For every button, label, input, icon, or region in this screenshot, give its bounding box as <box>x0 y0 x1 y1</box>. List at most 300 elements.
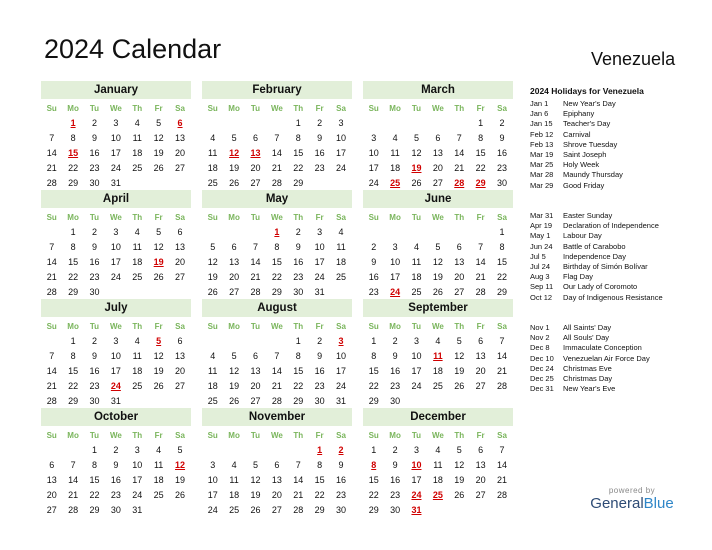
day-cell: 2 <box>317 336 323 346</box>
day-cell <box>266 334 287 349</box>
day-cell: 31 <box>132 505 143 515</box>
day-cell: 11 <box>208 366 218 376</box>
weekday-label: Tu <box>250 322 261 331</box>
day-cell: 21 <box>46 272 57 282</box>
day-cell: 2 <box>91 227 97 237</box>
day-cell: 16 <box>314 366 325 376</box>
day-cell: 8 <box>91 460 97 470</box>
day-cell: 26 <box>454 381 465 391</box>
day-cell: 15 <box>314 475 325 485</box>
week-row <box>363 240 513 255</box>
weekday-label: Tu <box>411 431 422 440</box>
day-cell: 23 <box>390 490 401 500</box>
day-cell: 14 <box>293 475 304 485</box>
day-cell: 19 <box>411 163 422 173</box>
day-cell: 10 <box>336 351 347 361</box>
week-row <box>202 161 352 176</box>
day-cell: 20 <box>475 366 486 376</box>
day-cell: 29 <box>68 178 79 188</box>
day-cell: 4 <box>435 336 441 346</box>
day-cell: 11 <box>153 460 164 470</box>
day-cell: 7 <box>295 460 301 470</box>
weekday-label: Fr <box>154 431 163 440</box>
day-cell <box>330 285 351 300</box>
week-row <box>363 394 513 409</box>
day-cell: 21 <box>271 163 282 173</box>
weekday-label: We <box>270 213 283 222</box>
day-cell: 7 <box>49 351 55 361</box>
weekday-label: Su <box>46 104 57 113</box>
day-cell: 13 <box>250 148 261 158</box>
weekday-label: Mo <box>67 104 79 113</box>
day-cell <box>127 285 148 300</box>
day-cell: 20 <box>475 475 486 485</box>
day-cell: 14 <box>475 257 486 267</box>
weekday-label: Mo <box>228 213 240 222</box>
holiday-date: Mar 29 <box>530 180 554 190</box>
day-cell: 24 <box>336 381 347 391</box>
holiday-date: Sep 11 <box>530 282 554 292</box>
holiday-item <box>530 293 705 303</box>
day-cell: 7 <box>499 336 505 346</box>
day-cell: 27 <box>229 287 240 297</box>
day-cell: 8 <box>70 351 76 361</box>
day-cell: 11 <box>433 460 443 470</box>
day-cell: 23 <box>293 272 304 282</box>
day-cell: 8 <box>70 133 76 143</box>
week-row <box>202 503 352 518</box>
week-row <box>202 240 352 255</box>
day-cell: 9 <box>499 133 505 143</box>
weekday-label: Sa <box>336 322 346 331</box>
day-cell: 10 <box>110 242 121 252</box>
month-header: March <box>363 81 513 99</box>
weekday-label: Su <box>46 431 57 440</box>
day-cell: 24 <box>110 163 121 173</box>
day-cell <box>223 334 244 349</box>
week-row <box>363 225 513 240</box>
day-cell: 19 <box>229 163 240 173</box>
day-cell: 3 <box>371 133 377 143</box>
day-cell: 28 <box>497 490 508 500</box>
day-cell: 27 <box>250 396 261 406</box>
holiday-item <box>530 181 705 191</box>
day-cell <box>491 394 512 409</box>
weekday-label: Su <box>368 213 379 222</box>
week-row <box>202 349 352 364</box>
day-cell: 16 <box>293 257 304 267</box>
holiday-date: Dec 8 <box>530 343 550 353</box>
holiday-item <box>530 333 705 343</box>
day-cell: 2 <box>91 336 97 346</box>
day-cell: 3 <box>210 460 216 470</box>
day-cell: 5 <box>210 242 216 252</box>
day-cell: 15 <box>368 475 379 485</box>
weekday-label: Tu <box>250 431 261 440</box>
day-cell: 24 <box>390 287 401 297</box>
week-row <box>363 379 513 394</box>
weekday-label: Fr <box>476 213 485 222</box>
holiday-name: Venezuelan Air Force Day <box>563 353 650 363</box>
weekday-label: Fr <box>476 431 485 440</box>
weekday-label: Th <box>454 104 465 113</box>
week-row <box>41 240 191 255</box>
day-cell: 5 <box>156 227 162 237</box>
day-cell: 16 <box>89 148 100 158</box>
week-row <box>202 146 352 161</box>
holiday-item <box>530 99 705 109</box>
weekday-label: Tu <box>250 104 261 113</box>
day-cell: 6 <box>478 336 484 346</box>
day-cell: 27 <box>475 381 486 391</box>
week-row <box>41 255 191 270</box>
holiday-name: Immaculate Conception <box>563 343 642 353</box>
day-cell <box>245 116 266 131</box>
day-cell <box>245 225 266 240</box>
holiday-list <box>530 86 705 191</box>
week-row <box>41 473 191 488</box>
day-cell: 21 <box>497 475 508 485</box>
day-cell: 28 <box>475 287 486 297</box>
day-cell: 16 <box>314 148 325 158</box>
day-cell <box>427 503 448 518</box>
weekday-header <box>41 101 191 116</box>
weekday-label: Mo <box>228 431 240 440</box>
day-cell: 27 <box>475 490 486 500</box>
weekday-label: Su <box>46 213 57 222</box>
weekday-label: Mo <box>389 431 401 440</box>
day-cell: 12 <box>207 257 218 267</box>
day-cell: 5 <box>177 445 183 455</box>
day-cell: 19 <box>153 257 164 267</box>
weekday-label: We <box>431 431 444 440</box>
holiday-name: All Souls' Day <box>563 333 610 343</box>
holiday-item <box>530 323 705 333</box>
holiday-date: Jul 5 <box>530 251 546 261</box>
day-cell: 8 <box>478 133 484 143</box>
week-row <box>202 458 352 473</box>
day-cell: 11 <box>132 242 142 252</box>
day-cell: 25 <box>432 381 443 391</box>
holiday-date: Jan 6 <box>530 109 549 119</box>
week-row <box>41 334 191 349</box>
day-cell: 25 <box>229 505 240 515</box>
week-row <box>41 349 191 364</box>
weekday-label: Sa <box>175 322 185 331</box>
day-cell: 6 <box>478 445 484 455</box>
month-header: April <box>41 190 191 208</box>
week-row <box>41 364 191 379</box>
day-cell: 9 <box>371 257 377 267</box>
day-cell: 6 <box>231 242 237 252</box>
day-cell: 4 <box>134 336 140 346</box>
week-row <box>41 394 191 409</box>
day-cell: 24 <box>110 272 121 282</box>
day-cell: 2 <box>371 242 377 252</box>
day-cell: 27 <box>432 178 443 188</box>
weekday-header <box>363 428 513 443</box>
month-august <box>202 299 352 409</box>
day-cell: 12 <box>250 475 261 485</box>
week-row <box>41 503 191 518</box>
day-cell: 26 <box>207 287 218 297</box>
day-cell <box>470 394 491 409</box>
day-cell: 15 <box>368 366 379 376</box>
day-cell: 20 <box>175 148 186 158</box>
week-row <box>363 443 513 458</box>
day-cell: 24 <box>411 490 422 500</box>
day-cell: 31 <box>110 396 121 406</box>
day-cell: 8 <box>371 351 377 361</box>
day-cell: 10 <box>110 133 121 143</box>
day-cell: 10 <box>110 351 121 361</box>
holiday-name: All Saints' Day <box>563 323 612 332</box>
day-cell: 11 <box>390 148 400 158</box>
day-cell: 24 <box>110 381 121 391</box>
country-label: Venezuela <box>591 49 676 69</box>
month-header: January <box>41 81 191 99</box>
day-cell <box>406 225 427 240</box>
weekday-label: Sa <box>336 213 346 222</box>
day-cell: 29 <box>68 287 79 297</box>
week-row <box>363 285 513 300</box>
day-cell: 30 <box>497 178 508 188</box>
week-row <box>41 270 191 285</box>
day-cell: 21 <box>46 381 57 391</box>
day-cell: 30 <box>89 178 100 188</box>
day-cell: 12 <box>454 460 465 470</box>
day-cell: 26 <box>411 178 422 188</box>
holiday-name: Teacher's Day <box>563 119 611 129</box>
day-cell: 22 <box>475 163 486 173</box>
day-cell: 16 <box>336 475 347 485</box>
day-cell: 6 <box>456 242 462 252</box>
weekday-label: We <box>431 104 444 113</box>
day-cell <box>127 176 148 191</box>
day-cell <box>202 225 223 240</box>
week-row <box>363 116 513 131</box>
weekday-label: Sa <box>497 213 507 222</box>
week-row <box>363 458 513 473</box>
day-cell: 26 <box>432 287 443 297</box>
holiday-item <box>530 242 705 252</box>
day-cell: 23 <box>368 287 379 297</box>
month-header: July <box>41 299 191 317</box>
day-cell: 12 <box>229 366 240 376</box>
day-cell: 24 <box>132 490 143 500</box>
holiday-date: Mar 25 <box>530 160 554 170</box>
day-cell: 19 <box>454 366 465 376</box>
holiday-item <box>530 170 705 180</box>
week-row <box>363 131 513 146</box>
day-cell: 23 <box>314 381 325 391</box>
weekday-label: We <box>109 322 122 331</box>
day-cell <box>245 334 266 349</box>
day-cell <box>427 225 448 240</box>
day-cell: 19 <box>153 366 164 376</box>
day-cell: 18 <box>207 381 218 391</box>
day-cell: 25 <box>132 381 143 391</box>
day-cell: 7 <box>274 351 280 361</box>
day-cell: 6 <box>49 460 55 470</box>
day-cell: 24 <box>411 381 422 391</box>
weekday-label: Sa <box>175 213 185 222</box>
day-cell: 11 <box>208 148 218 158</box>
week-row <box>202 285 352 300</box>
holidays-title: 2024 Holidays for Venezuela <box>530 86 644 96</box>
week-row <box>363 334 513 349</box>
day-cell: 14 <box>271 366 282 376</box>
day-cell: 4 <box>413 242 419 252</box>
holiday-item <box>530 221 705 231</box>
day-cell: 2 <box>338 445 344 455</box>
weekday-label: Mo <box>228 104 240 113</box>
week-row <box>41 379 191 394</box>
day-cell: 20 <box>454 272 465 282</box>
day-cell: 25 <box>390 178 401 188</box>
day-cell: 3 <box>392 242 398 252</box>
day-cell: 2 <box>91 118 97 128</box>
day-cell: 1 <box>317 445 323 455</box>
day-cell: 29 <box>271 287 282 297</box>
day-cell: 28 <box>454 178 465 188</box>
weekday-label: Th <box>132 431 143 440</box>
day-cell <box>449 225 470 240</box>
holiday-item <box>530 374 705 384</box>
day-cell: 9 <box>317 133 323 143</box>
day-cell: 10 <box>411 460 422 470</box>
day-cell: 3 <box>317 227 323 237</box>
weekday-label: We <box>109 213 122 222</box>
day-cell: 4 <box>210 133 216 143</box>
day-cell: 3 <box>134 445 140 455</box>
day-cell: 11 <box>336 242 346 252</box>
day-cell: 28 <box>46 396 57 406</box>
day-cell <box>41 116 62 131</box>
day-cell: 3 <box>113 118 119 128</box>
weekday-label: Fr <box>154 104 163 113</box>
day-cell: 18 <box>336 257 347 267</box>
holiday-date: Jun 24 <box>530 241 553 251</box>
day-cell: 10 <box>132 460 143 470</box>
holiday-date: Dec 25 <box>530 373 554 383</box>
day-cell: 20 <box>46 490 57 500</box>
day-cell: 21 <box>475 272 486 282</box>
day-cell: 15 <box>475 148 486 158</box>
day-cell: 13 <box>475 460 486 470</box>
day-cell: 22 <box>271 272 282 282</box>
holiday-date: May 1 <box>530 231 551 241</box>
day-cell: 28 <box>68 505 79 515</box>
day-cell: 8 <box>70 242 76 252</box>
month-march <box>363 81 513 206</box>
day-cell: 16 <box>110 475 121 485</box>
day-cell: 13 <box>175 133 186 143</box>
day-cell: 26 <box>153 381 164 391</box>
holiday-name: Christmas Eve <box>563 363 612 373</box>
day-cell: 31 <box>411 505 422 515</box>
day-cell <box>288 443 309 458</box>
day-cell: 4 <box>156 445 162 455</box>
day-cell: 25 <box>132 163 143 173</box>
month-february <box>202 81 352 191</box>
weekday-label: Su <box>368 322 379 331</box>
day-cell: 25 <box>132 272 143 282</box>
day-cell: 1 <box>70 227 76 237</box>
day-cell: 26 <box>153 272 164 282</box>
day-cell: 25 <box>153 490 164 500</box>
day-cell: 7 <box>274 133 280 143</box>
day-cell: 4 <box>392 133 398 143</box>
day-cell <box>148 503 169 518</box>
week-row <box>363 176 513 191</box>
day-cell: 20 <box>250 163 261 173</box>
day-cell: 27 <box>250 178 261 188</box>
brand-logo <box>588 486 676 512</box>
day-cell: 13 <box>454 257 465 267</box>
day-cell: 6 <box>435 133 441 143</box>
day-cell: 29 <box>497 287 508 297</box>
day-cell: 22 <box>293 163 304 173</box>
day-cell: 7 <box>70 460 76 470</box>
day-cell: 27 <box>175 381 186 391</box>
day-cell: 30 <box>314 396 325 406</box>
day-cell: 4 <box>134 227 140 237</box>
day-cell: 16 <box>89 366 100 376</box>
weekday-label: Tu <box>89 213 100 222</box>
week-row <box>41 443 191 458</box>
day-cell <box>41 443 62 458</box>
weekday-label: We <box>431 213 444 222</box>
day-cell <box>470 225 491 240</box>
day-cell <box>406 116 427 131</box>
day-cell: 8 <box>274 242 280 252</box>
weekday-label: Sa <box>336 104 346 113</box>
day-cell: 31 <box>336 396 347 406</box>
holiday-name: Epiphany <box>563 109 595 119</box>
week-row <box>202 379 352 394</box>
weekday-label: Fr <box>476 322 485 331</box>
weekday-label: Fr <box>315 322 324 331</box>
day-cell: 13 <box>175 351 186 361</box>
day-cell: 2 <box>392 336 398 346</box>
week-row <box>363 255 513 270</box>
day-cell: 30 <box>89 287 100 297</box>
holiday-name: Maundy Thursday <box>563 170 623 180</box>
holiday-name: Carnival <box>563 129 591 139</box>
weekday-label: Tu <box>89 431 100 440</box>
day-cell: 29 <box>293 178 304 188</box>
weekday-label: Mo <box>67 213 79 222</box>
weekday-label: Sa <box>175 104 185 113</box>
day-cell: 25 <box>207 396 218 406</box>
day-cell: 31 <box>314 287 325 297</box>
day-cell: 16 <box>497 148 508 158</box>
day-cell: 2 <box>113 445 119 455</box>
day-cell: 30 <box>293 287 304 297</box>
holiday-item <box>530 252 705 262</box>
day-cell <box>202 334 223 349</box>
day-cell: 5 <box>156 336 162 346</box>
day-cell: 18 <box>153 475 164 485</box>
day-cell: 14 <box>46 366 57 376</box>
day-cell <box>384 225 405 240</box>
weekday-label: Fr <box>315 104 324 113</box>
holiday-name: New Year's Eve <box>563 384 616 394</box>
day-cell <box>202 443 223 458</box>
weekday-label: We <box>109 431 122 440</box>
day-cell: 14 <box>68 475 79 485</box>
